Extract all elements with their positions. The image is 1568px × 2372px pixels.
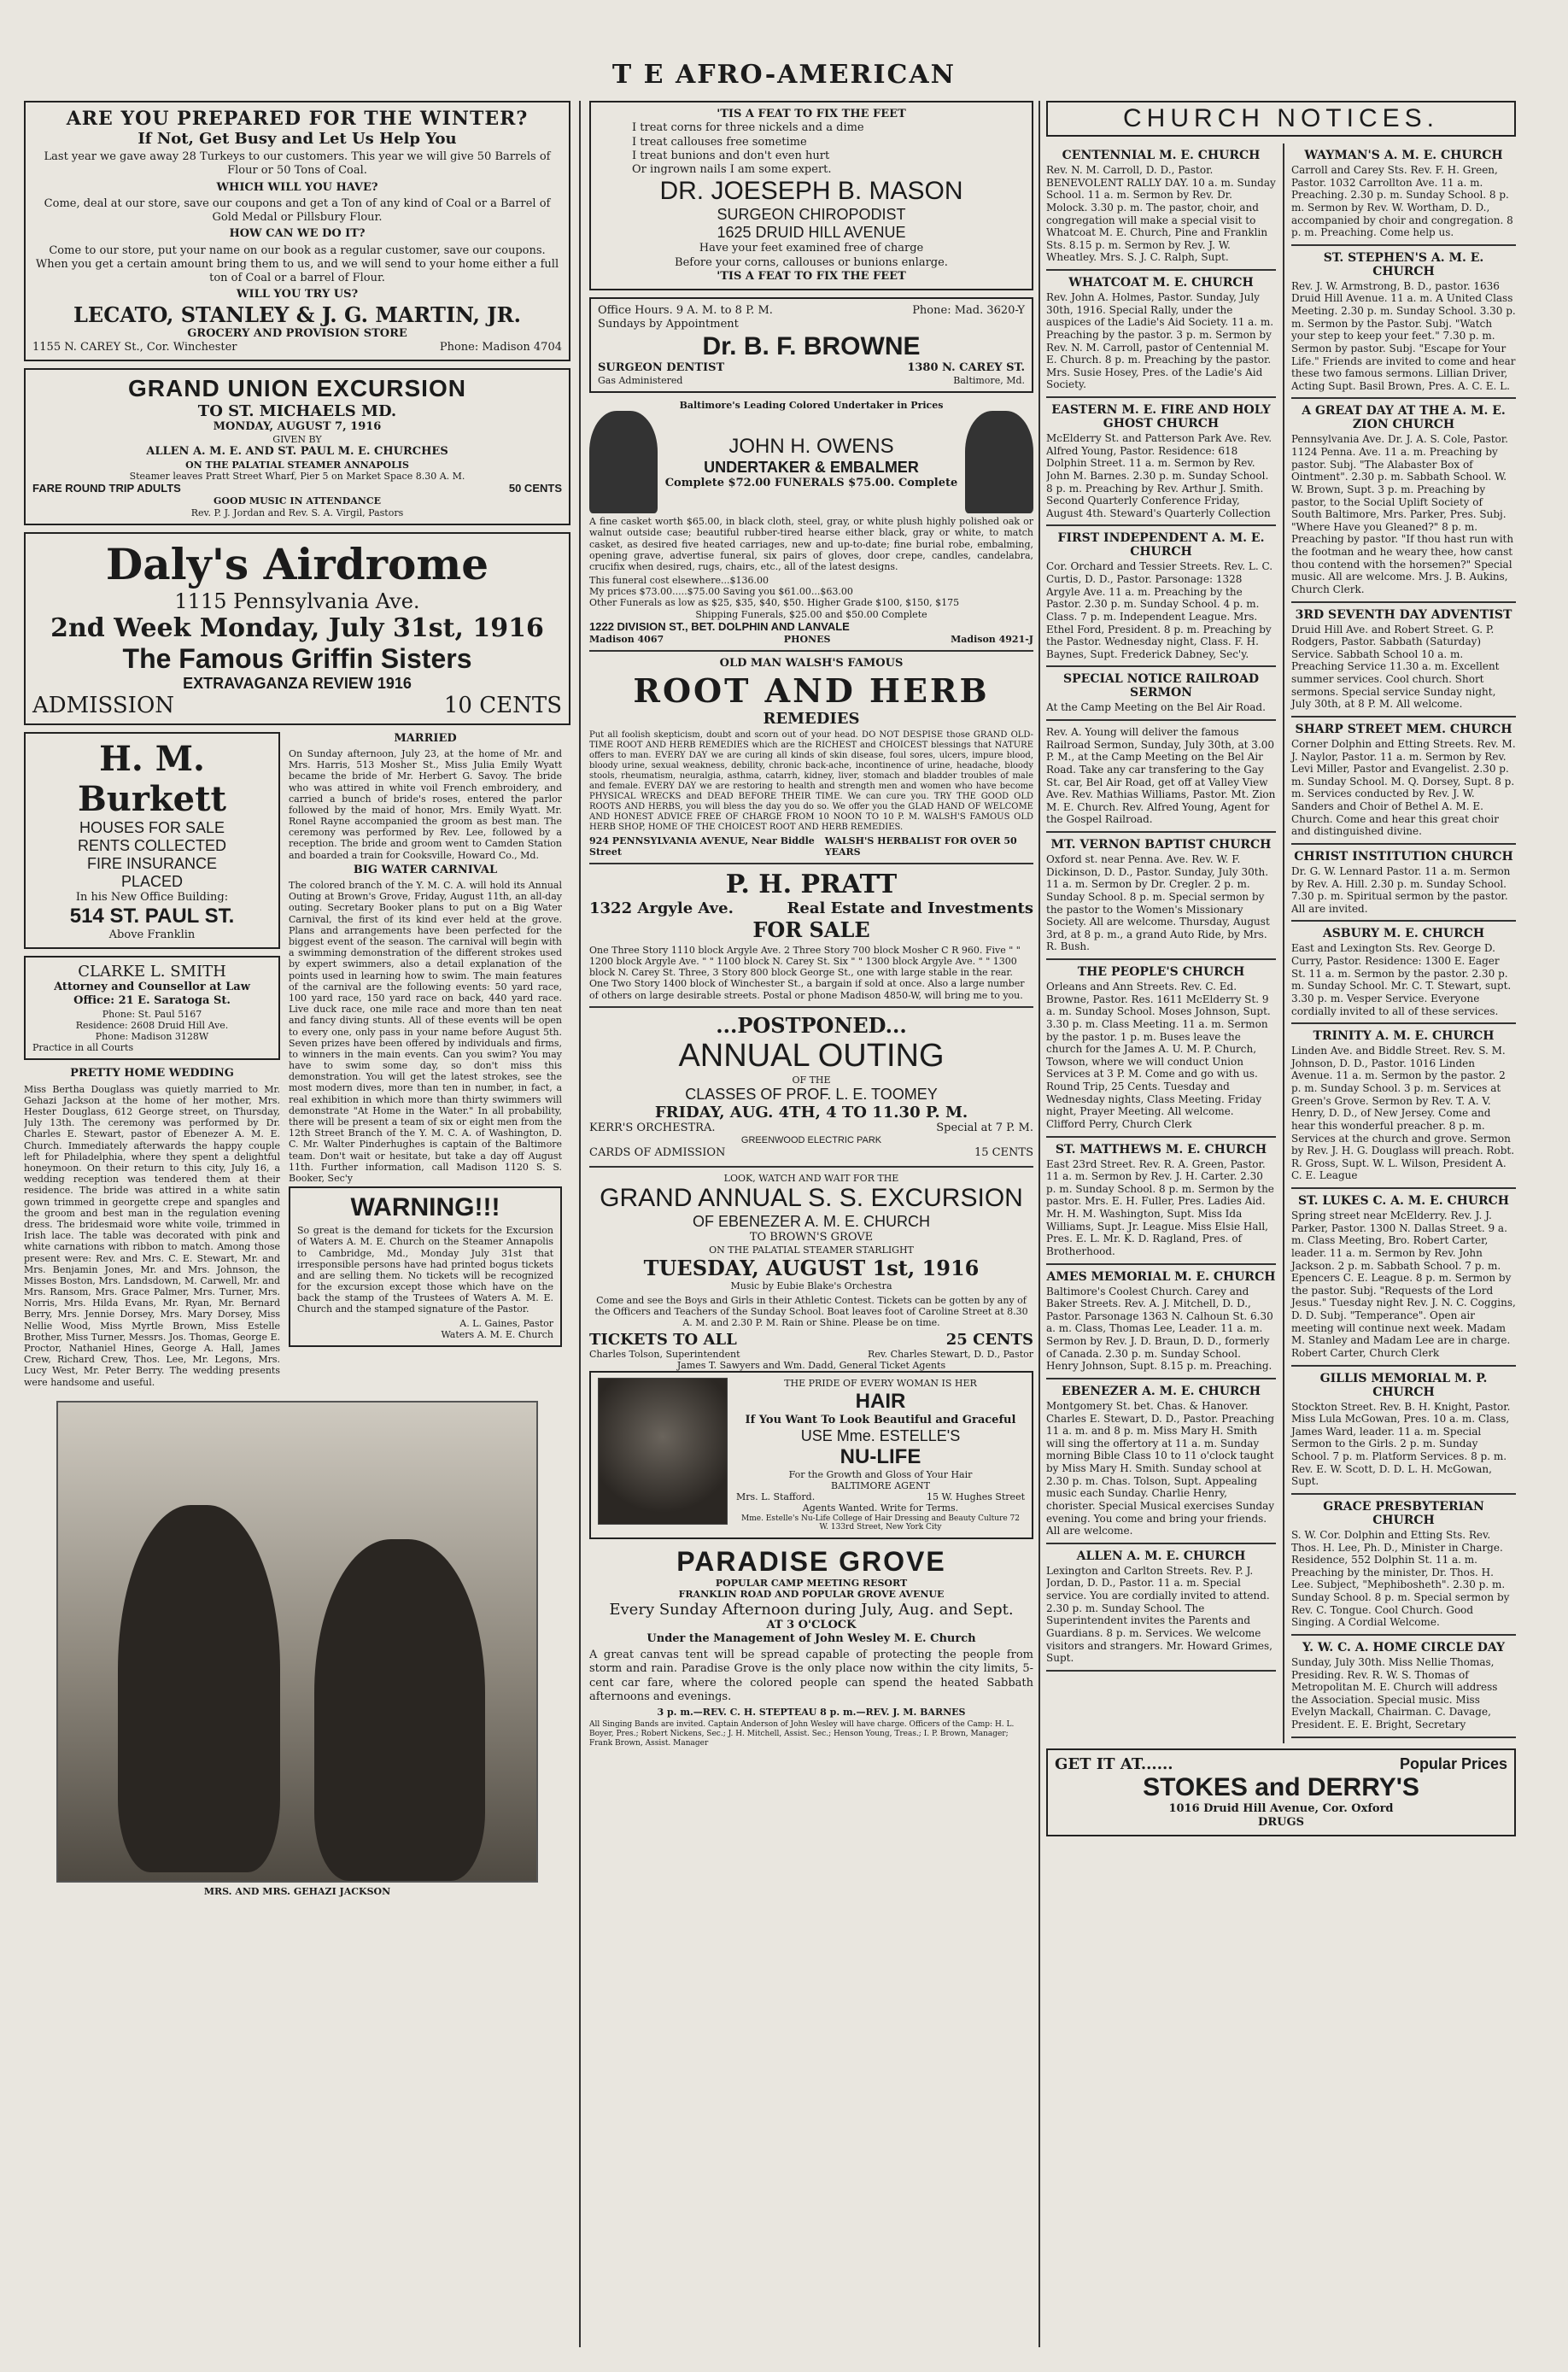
smith-role: Attorney and Counsellor at Law (54, 981, 250, 994)
church-name: SHARP STREET MEM. CHURCH (1295, 722, 1512, 736)
pratt-for-sale: FOR SALE (752, 917, 870, 942)
church-name: TRINITY A. M. E. CHURCH (1313, 1029, 1495, 1044)
stokes-name: STOKES and DERRY'S (1143, 1772, 1419, 1801)
owens-price-line: My prices $73.00.....$75.00 Saving you $61.00...$63.00 (589, 586, 853, 598)
toomey-orchestra: KERR'S ORCHESTRA. (589, 1122, 716, 1134)
church-name: CHRIST INSTITUTION CHURCH (1294, 849, 1513, 864)
estelle-agent: BALTIMORE AGENT (831, 1480, 930, 1492)
pratt-name: P. H. PRATT (725, 869, 898, 899)
church-column-left (1046, 143, 1276, 1743)
church-notice (1291, 723, 1516, 845)
paradise-grove-ad (589, 1546, 1033, 1748)
church-name: EASTERN M. E. FIRE AND HOLY GHOST CHURCH (1051, 403, 1271, 430)
estelle-ad (589, 1371, 1033, 1539)
mason-footer: Have your feet examined free of charge (699, 242, 924, 255)
church-details: Linden Ave. and Biddle Street. Rev. S. M. Johnson, D. D., Pastor. 1016 Linden Avenue. 11 a. m. Sermon by the pastor. 2 p. m. Sunday School. 3 p. m. Services at Green's Grove. Sermon by Rev. T. A. V. Henry, D. D., of New Jersey. Come and hear this wonderful preacher. 8 p. m. Services at the church and grove. Sermon by Rev. J. H. G. Douglass will preach. Robt. R. Gross, Supt. W. L. Wilson, President A. C. E. League (1290, 1045, 1515, 1182)
church-details: Oxford st. near Penna. Ave. Rev. W. F. Dickinson, D. D., Pastor. Sunday, July 30th. 11 a. m. Sermon by Dr. Cregler. 2 p. m. Sunday School. 8 p. m. Special sermon by the pastor to the Women's Missionary Society. All are welcome. Thursday, August 3rd, at 8 p. m., a grand Auto Ride, by Mrs. R. Bush. (1046, 853, 1270, 953)
warning-church: Waters A. M. E. Church (441, 1328, 553, 1340)
church-notice (1046, 1385, 1276, 1544)
walsh-title: OLD MAN WALSH'S FAMOUS (719, 657, 904, 671)
estelle-college: Mme. Estelle's Nu-Life College of Hair Dressing and Beauty Culture 72 W. 133rd Street, New York City (741, 1514, 1020, 1532)
owens-funeral-price: Complete $72.00 FUNERALS $75.00. Complete (664, 476, 958, 489)
mason-verse: I treat corns for three nickels and a dime (632, 121, 864, 135)
excursion-churches: ALLEN A. M. E. AND ST. PAUL M. E. CHURCHES (146, 445, 448, 459)
excursion-fare-label: FARE ROUND TRIP ADULTS (32, 482, 181, 495)
church-notice (1291, 1500, 1516, 1636)
owens-body: A fine casket worth $65.00, in black cloth, steel, gray, or white plush highly polished oak or walnut outside case; beautiful rubber-tired hearse either black, gray or white, to match casket, as desired five heated carriages, new and up-to-date; fine burial robe, embalming, opening grave, advertise funeral, six pairs of gloves, door crepe, candles, candelabra, crucifix when desired, rugs, chairs, etc., all of the latest designs. (589, 516, 1033, 572)
owens-address: 1222 DIVISION ST., BET. DOLPHIN AND LANVALE (589, 619, 850, 633)
burkett-name: H. M. Burkett (77, 738, 227, 819)
coal-question: WHICH WILL YOU HAVE? (216, 180, 378, 194)
church-name: EBENEZER A. M. E. CHURCH (1062, 1384, 1261, 1398)
church-details: At the Camp Meeting on the Bel Air Road. (1046, 701, 1266, 714)
church-details: Sunday, July 30th. Miss Nellie Thomas, Presiding. Rev. R. W. S. Thomas of Metropolitan M. E. Church will address the Association. Special music. Miss Evelyn Mackall, Chairman. C. Davage, President. E. E. Bright, Secretary (1290, 1655, 1498, 1731)
estelle-agent-address: 15 W. Hughes Street (927, 1491, 1025, 1503)
ebenezer-excursion-ad (589, 1173, 1033, 1372)
toomey-cards: CARDS OF ADMISSION (589, 1146, 726, 1160)
estelle-pride: THE PRIDE OF EVERY WOMAN IS HER (784, 1378, 977, 1390)
smith-office: Office: 21 E. Saratoga St. (73, 994, 231, 1008)
coal-text: Come to our store, put your name on our book as a regular customer, save our coupons. When you get a certain amount bring them to us, and we will send to your home either a full ton of Coal or a barrel of Flour. (35, 243, 559, 284)
toomey-classes: CLASSES OF PROF. L. E. TOOMEY (685, 1086, 938, 1103)
ebenezer-date: TUESDAY, AUGUST 1st, 1916 (643, 1256, 980, 1281)
church-notice (1291, 251, 1516, 400)
church-details: Corner Dolphin and Etting Streets. Rev. M. J. Naylor, Pastor. 11 a. m. Sermon by Rev. Levi Miller, Pastor and Evangelist. 2.30 p. m. Sunday School. M. Q. Dorsey, Supt. 8 p. m. Services conducted by Rev. J. W. Sanders and Choir of Bethel A. M. E. Church. Come and hear this great choir and distinguished divine. (1290, 737, 1516, 838)
photo-caption: MRS. AND MRS. GEHAZI JACKSON (203, 1885, 391, 1897)
excursion-date: MONDAY, AUGUST 7, 1916 (213, 420, 382, 433)
photo-figure (118, 1505, 280, 1872)
church-name: GILLIS MEMORIAL M. P. CHURCH (1319, 1371, 1488, 1399)
column-middle (589, 101, 1033, 2356)
owens-phone: Madison 4921-J (951, 634, 1033, 646)
church-name: ST. STEPHEN'S A. M. E. CHURCH (1323, 250, 1484, 278)
ebenezer-superintendent: Charles Tolson, Superintendent (589, 1349, 740, 1361)
undertaker-figure (965, 411, 1033, 513)
burkett-ad (24, 732, 280, 950)
column-rule (1039, 101, 1040, 2347)
church-details: Stockton Street. Rev. B. H. Knight, Pastor. Miss Lula McGowan, Pres. 10 a. m. Class, James Ward, leader. 11 a. m. Special Sermon to the Girls. 2 p. m. Sunday School. 7 p. m. Platform Services. 8 p. m. Rev. E. W. Scott, D. D. L. H. McGowan, Supt. (1290, 1400, 1511, 1488)
ebenezer-church: OF EBENEZER A. M. E. CHURCH (692, 1212, 931, 1230)
coal-question: HOW CAN WE DO IT? (229, 227, 366, 241)
daly-revue: EXTRAVAGANZA REVIEW 1916 (183, 674, 412, 692)
coal-text: Come, deal at our store, save our coupons and get a Ton of any kind of Coal or a Barrel of Gold Medal or Pillsbury Flour. (44, 196, 551, 224)
ebenezer-body: Come and see the Boys and Girls in their Athletic Contest. Tickets can be gotten by any of the Officers and Teachers of the Sunday School. Boat leaves foot of Caroline Street at 8.30 A. M. and 2.30 P. M. Rain or Shine. Please be on time. (594, 1294, 1028, 1328)
coal-subhead: If Not, Get Busy and Let Us Help You (137, 130, 457, 148)
church-name: FIRST INDEPENDENT A. M. E. CHURCH (1057, 531, 1265, 559)
church-name: AMES MEMORIAL M. E. CHURCH (1046, 1269, 1276, 1284)
church-details: Carroll and Carey Sts. Rev. F. H. Green, Pastor. 1032 Carrollton Ave. 11 a. m. Preaching. 2.30 p. m. Sunday School. 8 p. m. Sermon by Rev. W. Wortham, D. D., accompanied by choir and congregation. 8 p. m. Preaching. Come help us. (1290, 164, 1513, 239)
estelle-nulife: NU-LIFE (840, 1444, 921, 1468)
column-rule (579, 101, 581, 2347)
church-notice (1291, 404, 1516, 602)
feat-banner: 'TIS A FEAT TO FIX THE FEET (717, 269, 906, 283)
walsh-headline: ROOT AND HERB (633, 671, 990, 710)
church-details: Rev. John A. Holmes, Pastor. Sunday, July 30th, 1916. Special Rally, under the auspices of the Ladie's Aid Society. 11 a. m. Preaching by the pastor. 3 p. m. Sermon by Rev. N. M. Carroll, pastor of Centennial M. E. Church. 8 p. m. Preaching by the pastor. Mrs. Susie Hosey, Pres. of the Ladie's Aid Society. (1046, 291, 1274, 391)
church-notice (1291, 1641, 1516, 1738)
church-details: McElderry St. and Patterson Park Ave. Rev. Alfred Young, Pastor. Residence: 618 Dolphin Street. 11 a. m. Sermon by Rev. John M. Barnes. 2.30 p. m. Sunday School. 8 p. m. Preaching by Rev. Arthur J. Smith. Second Quarterly Conference Friday, August 4th. Steward's Quarterly Collection (1046, 432, 1273, 519)
burkett-line: In his New Office Building: (75, 890, 229, 904)
church-details: Dr. G. W. Lennard Pastor. 11 a. m. Sermon by Rev. A. Hill. 2.30 p. m. Sunday School. 7.30 p. m. Spiritual sermon by the pastor. All are invited. (1290, 864, 1511, 915)
smith-name: CLARKE L. SMITH (78, 963, 226, 981)
wedding-article (24, 1067, 280, 1387)
warning-signature: A. L. Gaines, Pastor (459, 1317, 553, 1329)
paradise-body: A great canvas tent will be spread capable of protecting the people from storm and rain. Paradise Grove is the only place now within the city limits, 5-cent car fare, where the colored people can spend the heated Sabbath afternoons and evenings. (589, 1649, 1033, 1703)
wedding-photo (56, 1401, 538, 1883)
church-notice (1291, 608, 1516, 717)
browne-title: SURGEON DENTIST (598, 360, 725, 374)
portrait-image (598, 1378, 728, 1525)
church-details: Cor. Orchard and Tessier Streets. Rev. L. C. Curtis, D. D., Pastor. Parsonage: 1328 Argyle Ave. 11 a. m. Preaching by the Pastor. 2.30 p. m. Sunday School. 4 p. m. Class. 7 p. m. Independent League. Mrs. Ethel Ford, President. 8 p. m. Preaching by the Pastor. Wednesday night, Class. F. H. Baynes, Supt. Frederick Dabney, Sec'y. (1046, 560, 1273, 660)
paradise-time: AT 3 O'CLOCK (766, 1618, 857, 1631)
estelle-use: USE Mme. ESTELLE'S (800, 1426, 961, 1444)
burkett-address: 514 ST. PAUL ST. (69, 904, 235, 928)
excursion-fare-price: 50 CENTS (508, 482, 562, 495)
church-notice (1046, 1270, 1276, 1379)
church-notice (1291, 850, 1516, 922)
paradise-note: All Singing Bands are invited. Captain Anderson of John Wesley will have charge. Officers of the Camp: H. L. Boyer, Pres.; Robert Nickens, Sec.; J. H. Mitchell, Assist. Sec.; Henson Young, Treas.; I. P. Brown, Manager; Frank Brown, Assist. Manager (589, 1720, 1015, 1748)
owens-role: UNDERTAKER & EMBALMER (704, 458, 919, 476)
walsh-remedies: REMEDIES (763, 709, 860, 728)
daly-address: 1115 Pennsylvania Ave. (174, 589, 420, 613)
toomey-ad (589, 1013, 1033, 1161)
church-name: ALLEN A. M. E. CHURCH (1076, 1549, 1246, 1563)
toomey-of: OF THE (792, 1074, 831, 1086)
warning-body: So great is the demand for tickets for the Excursion of Waters A. M. E. Church on the Steamer Annapolis to Cambridge, Md., Monday July 31st that irresponsible persons have had printed bogus tickets and are selling them. No tickets will be recognized for the excursion except those which have on the back the stamp of the Trustees of Waters A. M. E. Church and the stamped signature of the Pastor. (297, 1225, 553, 1315)
excursion-ad (24, 368, 570, 525)
feat-banner: 'TIS A FEAT TO FIX THE FEET (717, 108, 906, 120)
walsh-ad (589, 657, 1033, 858)
church-details: Rev. A. Young will deliver the famous Railroad Sermon, Sunday, July 30th, at 3.00 P. M., at the Camp Meeting on the Bel Air Road. Take any car transfering to the Gay St. car, Bel Air Road, get off at Valley View Ave. Rev. Mathias Williams, Pastor. Mt. Zion M. E. Church. Rev. Alfred Young, Agent for the Gospel Railroad. (1046, 726, 1276, 826)
toomey-price: 15 CENTS (974, 1146, 1033, 1160)
church-name: SPECIAL NOTICE RAILROAD SERMON (1063, 672, 1259, 700)
church-notice (1046, 965, 1276, 1138)
church-name: THE PEOPLE'S CHURCH (1077, 965, 1245, 979)
coal-text: Last year we gave away 28 Turkeys to our customers. This year we will give 50 Barrels of Flour or 50 Tons of Coal. (44, 150, 551, 178)
estelle-hair: HAIR (855, 1389, 906, 1413)
daly-act: The Famous Griffin Sisters (122, 642, 472, 674)
church-notice (1046, 531, 1276, 667)
browne-sundays: Sundays by Appointment (598, 318, 739, 331)
column-right (1046, 101, 1516, 2356)
browne-hours: Office Hours. 9 A. M. to 8 P. M. (598, 304, 773, 317)
stokes-get: GET IT AT...... (1055, 1754, 1173, 1773)
walsh-herbalist: WALSH'S HERBALIST FOR OVER 50 YEARS (824, 835, 1017, 858)
masthead: T E AFRO-AMERICAN (611, 60, 957, 90)
ebenezer-agents: James T. Sawyers and Wm. Dadd, General Ticket Agents (676, 1360, 946, 1372)
church-details: Montgomery St. bet. Chas. & Hanover. Charles E. Stewart, D. D., Pastor. Preaching 11 a. m. and 8 p. m. Miss Mary H. Smith will sing the offertory at 11 a. m. Sunday morning Bible Class 10 to 11 o'clock taught by Miss Mary H. Smith. Sunday school at 2.30 p. m. Chas. Tolson, Supt. Appealing music each Sunday. Charlie Henry, chorister. Special Musical exercises Sunday evening. You come and bring your friends. All are welcome. (1046, 1399, 1275, 1537)
church-notice (1046, 403, 1276, 526)
pratt-body: One Three Story 1110 block Argyle Ave. 2 Three Story 700 block Mosher C R 960. Five " " 1200 block Argyle Ave. " " 1100 block N. Carey St. Six " " 1300 block Argyle Ave. " " 1300 block N. Carey St. Three, 3 Story 800 block George St., one with large stable in the rear. One Two Story 1400 block of Winchester St., a bargain if sold at once. Also a large number of others on large desirable streets. Postal or phone Madison 4850-W, will bring me to you. (589, 944, 1025, 1001)
mason-footer: Before your corns, callouses or bunions enlarge. (675, 255, 948, 269)
wedding-headline: PRETTY HOME WEDDING (70, 1067, 234, 1081)
walsh-address: 924 PENNSYLVANIA AVENUE, Near Biddle Street (589, 835, 815, 858)
pratt-business: Real Estate and Investments (787, 899, 1033, 917)
church-column-right (1291, 143, 1516, 1743)
owens-price-line: Other Funerals as low as $25, $35, $40, $50. Higher Grade $100, $150, $175 (589, 597, 960, 609)
estelle-agents-wanted: Agents Wanted. Write for Terms. (802, 1502, 959, 1514)
ebenezer-steamer: ON THE PALATIAL STEAMER STARLIGHT (709, 1245, 914, 1256)
mason-ad (589, 101, 1033, 290)
owens-price-line: This funeral cost elsewhere...$136.00 (589, 575, 769, 587)
smith-phone: Phone: Madison 3128W (95, 1031, 209, 1043)
toomey-postponed: ...POSTPONED... (716, 1012, 907, 1038)
walsh-body: Put all foolish skepticism, doubt and scorn out of your head. DO NOT DESPISE those GRAND OLD-TIME ROOT AND HERB REMEDIES which are the RICHEST and CHOICEST blessings that NATURE offers to man. EVERY DAY we are curing all kinds of skin disease, foul sores, ulcers, impure blood, bloody urine, sexual weakness, debility, chronic back-ache, incontinence of urine, headache, bloody stools, rheumatism, neuralgia, asthma, catarrh, kidney, liver, stomach and bladder troubles of male and female. EVERY DAY we are restoring to health and strength men and women who have become PHYSICAL WRECKS and DEAD BEFORE THEIR TIME. We can cure you. TRY THE GOOD OLD ROOTS AND HERBS, you will bless the day you do so. We offer you the GLAD HAND OF WELCOME AND HONEST ADVICE FREE OF CHARGE FROM 10 NOON TO 10 P. M. WALSH'S FAMOUS OLD HERB SHOP, HOME OF THE CHOICEST ROOT AND HERB REMEDIES. (589, 729, 1033, 832)
church-name: WAYMAN'S A. M. E. CHURCH (1304, 149, 1503, 162)
church-notice (1046, 1549, 1276, 1672)
church-notice (1291, 1194, 1516, 1367)
coal-address: 1155 N. CAREY St., Cor. Winchester (32, 340, 237, 354)
burkett-above: Above Franklin (108, 928, 196, 941)
browne-ad (589, 297, 1033, 393)
browne-name: Dr. B. F. BROWNE (702, 331, 921, 360)
owens-tagline: Baltimore's Leading Colored Undertaker in Prices (679, 399, 944, 411)
column-left (24, 101, 570, 2356)
carnival-body: The colored branch of the Y. M. C. A. will hold its Annual Outing at Brown's Grove, Friday, August 11th, an all-day outing. Secretary Booker plans to put on a Big Water Carnival, the first of its kind ever held at the grove. Plans and arrangements have been perfected for the biggest event of the season. The carnival will begin with a swimming demonstration of the different strokes used by expert swimmers, also a detail explanation of the points used in learning how to swim. The main features of the carnival are the following events: 50 yard race, 100 yard race, 150 yard race on back, 440 yard race. Live duck race, one mile race and more than ten neat and fancy diving stunts. All of these events will be open to every one, only pass in your name before August 5th. Seven prizes have been offered by individuals and firms, to winners in the main events. Can you swim? You may have to swim some day, so don't miss this demonstration. You will get the latest strokes, see the most modern dives, more than ten in number, in fact, a real exhibition in which more than thirty swimmers will demonstrate "At Home in the Water." In all probability, there will be present a team of six or eight men from the 12th Street Branch of the Y. M. C. A. of Washington, D. C. Mr. Walter Pinderhughes is captain of the Baltimore team. Don't wait or hesitate, but take a day off August 11th. Further information, call Madison 1120 S. S. Booker, Sec'y (289, 880, 562, 1184)
church-name: GRACE PRESBYTERIAN CHURCH (1323, 1499, 1484, 1527)
church-name: CENTENNIAL M. E. CHURCH (1062, 149, 1261, 162)
owens-ad (589, 400, 1033, 645)
church-notice (1291, 149, 1516, 246)
church-details: Baltimore's Coolest Church. Carey and Baker Streets. Rev. A. J. Mitchell, D. D., Pastor. Parsonage 1363 N. Calhoun St. 6.30 a. m. Class, Thomas Lee, Leader. 11 a. m. Sermon by Rev. J. D. Braun, D. D., formerly of Canada. 2.30 p. m. Sunday School. Henry Johnson, Supt. 8.15 p. m. Preaching. (1046, 1285, 1273, 1373)
ebenezer-headline: GRAND ANNUAL S. S. EXCURSION (600, 1183, 1023, 1212)
wedding-body: Miss Bertha Douglass was quietly married to Mr. Gehazi Jackson at the home of her mother, Mrs. Hester Douglass, 612 George street, on Thursday, July 13th. The ceremony was performed by Dr. Charles E. Stewart, pastor of Ebenezer A. M. E. Church. Immediately afterwards the happy couple left for Philadelphia, where they spent a delightful honeymoon. On their return to this city, July 16, a wedding reception was tendered them at their residence. The bride was attired in a white satin gown trimmed in georgette crepe and spangles and the groom and best man in the regulation evening dress. The bridesmaid wore white voile, trimmed in Irish lace. The table was decorated with pink and white carnations with ribbon to match. Among those present were: Rev. and Mrs. C. E. Stewart, Mr. and Mrs. Benjamin Jones, Mr. and Mrs. Johnson, the Misses Boston, Mrs. Landsdown, M. Carwell, Mr. and Mrs. Ransom, Mrs. Grace Palmer, Mrs. Turner, Mrs. Norris, Mrs. Hilda Evans, Mr. Ryan, Mr. Bernard Berry, Mrs. Jennie Dorsey, Mrs. Mary Dorsey, Miss Nellie Wood, Miss Myrtle Brown, Miss Estelle Brother, Miss Turner, Messrs. Jos. Thomas, George E. Proctor, Nathaniel Hines, George A. Hall, James Crew, Richard Crew, Thos. Lee, Mr. Legons, Mrs. Lucy West, Mr. Peter Berry. The wedding presents were handsome and useful. (24, 1083, 280, 1388)
mason-verse: I treat callouses free sometime (632, 135, 807, 149)
browne-address: 1380 N. CAREY ST. (907, 360, 1025, 374)
church-name: 3RD SEVENTH DAY ADVENTIST (1295, 607, 1512, 622)
church-notice (1291, 927, 1516, 1024)
excursion-steamer: ON THE PALATIAL STEAMER ANNAPOLIS (185, 459, 409, 471)
coal-question: WILL YOU TRY US? (236, 288, 359, 302)
church-name: WHATCOAT M. E. CHURCH (1068, 276, 1254, 290)
church-details: East 23rd Street. Rev. R. A. Green, Pastor. 11 a. m. Sermon by Rev. J. H. Carter. 2.30 p. m. Sunday School. 8 p. m. Sermon by the pastor. Mrs. E. H. Fuller, Pres. Ladies Aid. Mr. H. M. Washington, Supt. Miss Ida Williams, Supt. Jr. League. Miss Elsie Hall, Pres. E. L. Mr. K. D. Ragland, Pres. of Brotherhood. (1046, 1157, 1274, 1257)
excursion-headline: GRAND UNION EXCURSION (128, 375, 466, 401)
smith-residence: Residence: 2608 Druid Hill Ave. (75, 1019, 229, 1031)
ebenezer-destination: TO BROWN'S GROVE (749, 1230, 874, 1244)
ebenezer-music: Music by Eubie Blake's Orchestra (730, 1280, 892, 1292)
coal-ad (24, 101, 570, 361)
toomey-special: Special at 7 P. M. (936, 1122, 1033, 1134)
church-name: ST. MATTHEWS M. E. CHURCH (1055, 1142, 1267, 1157)
married-article (289, 732, 562, 861)
toomey-headline: ANNUAL OUTING (678, 1037, 945, 1074)
mason-verse: Or ingrown nails I am some expert. (632, 163, 832, 176)
church-details: Druid Hill Ave. and Robert Street. G. P. Rodgers, Pastor. Sabbath (Saturday) Service. Sabbath School 10 a. m. Preaching Service 11.30 a. m. Excellent summer services. Cool church. Short sermons. Special service Sunday night, July 30th, at 8 P. M. All welcome. (1290, 623, 1500, 711)
paradise-preachers: 3 p. m.—REV. C. H. STEPTEAU 8 p. m.—REV. J. M. BARNES (657, 1707, 966, 1719)
church-notices-header: CHURCH NOTICES. (1046, 101, 1516, 137)
stokes-drugs: DRUGS (1258, 1815, 1304, 1829)
daly-price: 10 CENTS (443, 692, 562, 718)
paradise-every: Every Sunday Afternoon during July, Aug. and Sept. (609, 1600, 1014, 1619)
married-body: On Sunday afternoon, July 23, at the home of Mr. and Mrs. Harris, 513 Mosher St., Miss Julia Emily Wyatt became the bride of Mr. Herbert G. Savoy. The bride who was attired in white voil French embroidery, and carried a bunch of bride's roses, entered the parlor followed by the maid of honor, Mrs. Emily Wyatt. Mr. Ronel Rayne accompanied the groom as best man. The ceremony was performed by Rev. Lee, followed by a reception. The bride and groom went to Camden Station and boarded a train for Cooksville, Howard Co., Md. (289, 747, 562, 861)
excursion-music: GOOD MUSIC IN ATTENDANCE (213, 495, 382, 507)
church-notice (1291, 1029, 1516, 1189)
owens-name: JOHN H. OWENS (728, 434, 894, 458)
church-notice (1046, 726, 1276, 833)
church-notice (1046, 838, 1276, 960)
browne-city: Baltimore, Md. (953, 374, 1025, 386)
excursion-pastors: Rev. P. J. Jordan and Rev. S. A. Virgil, Pastors (190, 507, 404, 518)
burkett-line: PLACED (120, 872, 184, 890)
estelle-agent-name: Mrs. L. Stafford. (736, 1491, 816, 1503)
owens-phones-label: PHONES (783, 634, 831, 646)
ebenezer-tickets: TICKETS TO ALL (589, 1331, 737, 1350)
ebenezer-look: LOOK, WATCH AND WAIT FOR THE (723, 1172, 899, 1184)
burkett-line: RENTS COLLECTED (77, 836, 227, 854)
church-notice (1046, 1143, 1276, 1265)
pratt-ad (589, 870, 1033, 1001)
mason-verse: I treat bunions and don't even hurt (632, 149, 830, 162)
mason-title: SURGEON CHIROPODIST (717, 206, 906, 224)
church-notice (1046, 672, 1276, 721)
ebenezer-pastor: Rev. Charles Stewart, D. D., Pastor (867, 1349, 1033, 1361)
smith-phone: Phone: St. Paul 5167 (102, 1008, 202, 1020)
excursion-by: GIVEN BY (272, 434, 322, 446)
estelle-want: If You Want To Look Beautiful and Graceful (745, 1413, 1016, 1426)
owens-phone: Madison 4067 (589, 634, 664, 646)
church-name: ST. LUKES C. A. M. E. CHURCH (1297, 1194, 1510, 1208)
church-name: A GREAT DAY AT THE A. M. E. ZION CHURCH (1302, 404, 1506, 432)
paradise-headline: PARADISE GROVE (676, 1546, 946, 1578)
daly-title: Daly's Airdrome (105, 538, 489, 589)
stokes-address: 1016 Druid Hill Avenue, Cor. Oxford (1168, 1801, 1394, 1815)
toomey-date: FRIDAY, AUG. 4TH, 4 TO 11.30 P. M. (654, 1104, 968, 1122)
toomey-park: GREENWOOD ELECTRIC PARK (740, 1135, 882, 1146)
church-name: MT. VERNON BAPTIST CHURCH (1050, 838, 1272, 852)
church-details: Pennsylvania Ave. Dr. J. A. S. Cole, Pastor. 1124 Penna. Ave. 11 a. m. Preaching by pastor. Subj. "The Alabaster Box of Ointment". 2.30 p. m. Sabbath School. W. W. Brown, Supt. 3 p. m. Preaching by pastor, to the Social Uplift Society of South Baltimore, Mrs. Parker, Pres. Subj. "Where Have you Gleaned?" 8 p. m. Preaching by pastor. "If thou hast run with the footman and he weary thee, how canst thou contend with the horsemen?" Special music. All are welcome. Mrs. J. B. Aukins, Church Clerk. (1290, 433, 1514, 595)
daly-week: 2nd Week Monday, July 31st, 1916 (50, 612, 544, 643)
church-details: Rev. J. W. Armstrong, B. D., pastor. 1636 Druid Hill Avenue. 11 a. m. A United Class Meeting. 2.30 p. m. Sunday School. 3.30 p. m. Sermon by the Pastor. Subj. "Watch your step to keep your feet." 7.30 p. m. Sermon by pastor. Subj. "Escape for Your Life." Friends are invited to come and hear these two famous sermons. Lillian Driver, Acting Supt. Basil Brown, Pres. A. C. E. L. (1290, 279, 1516, 392)
church-name: ASBURY M. E. CHURCH (1322, 927, 1485, 941)
church-details: Lexington and Carlton Streets. Rev. P. J. Jordan, D. D., Pastor. 11 a. m. Special service. You are cordially invited to attend. 2.30 p. m. Sunday School. The Superintendent invites the Parents and Guardians. 8 p. m. Services. We welcome visitors and strangers. Mr. Howard Grimes, Supt. (1046, 1564, 1273, 1665)
carnival-article (289, 864, 562, 1184)
excursion-departure: Steamer leaves Pratt Street Wharf, Pier 5 on Market Space 8.30 A. M. (129, 470, 465, 482)
daly-admission: ADMISSION (32, 692, 175, 718)
mason-name: DR. JOESEPH B. MASON (659, 177, 963, 206)
daly-airdrome-ad (24, 532, 570, 725)
church-details: Rev. N. M. Carroll, D. D., Pastor. BENEVOLENT RALLY DAY. 10 a. m. Sunday School. 11 a. m. Sermon by Rev. Dr. Molock. 3.30 p. m. The pastor, choir, and congregation will make a special visit to Whatcoat M. E. Church, Pine and Franklin Sts. 8.15 p. m. Sermon by Rev. J. W. Wheatley. Mrs. S. J. C. Ralph, Supt. (1046, 164, 1276, 264)
church-details: East and Lexington Sts. Rev. George D. Curry, Pastor. Residence: 1300 E. Eager St. 11 a. m. Sermon by the pastor. 2.30 p. m. Sunday School. Mr. C. T. Stewart, supt. 3.30 p. m. Vesper Service. Everyone cordially invited to all of these services. (1290, 942, 1512, 1017)
paradise-sub: POPULAR CAMP MEETING RESORT (715, 1578, 908, 1590)
warning-notice (289, 1186, 562, 1347)
church-notice (1046, 149, 1276, 271)
estelle-growth: For the Growth and Gloss of Your Hair (788, 1468, 973, 1480)
burkett-line: HOUSES FOR SALE (79, 818, 225, 836)
church-notice (1046, 276, 1276, 398)
ebenezer-price: 25 CENTS (945, 1331, 1033, 1350)
browne-gas: Gas Administered (598, 374, 683, 386)
church-details: Spring street near McElderry. Rev. J. J. Parker, Pastor. 1300 N. Dallas Street. 9 a. m. Class Meeting, Bro. Robert Carter, leader. 11 a. m. Sermon by Rev. John Jackson. 2 p. m. Sabbath School. 7 p. m. Epencers C. E. League. 8 p. m. Sermon by the pastor. Subj. "Requests of the Lord Jesus." Tuesday night Rev. J. N. C. Coggins, D. D. Subj. "Temperance". Open air meeting will continue next week. Madam M. Stanley and Madam Lee are in charge. Robert Carter, Church Clerk (1290, 1209, 1516, 1359)
coal-store: GROCERY AND PROVISION STORE (187, 326, 407, 340)
burkett-line: FIRE INSURANCE (86, 854, 217, 872)
stokes-popular-prices: Popular Prices (1399, 1754, 1507, 1772)
pratt-address: 1322 Argyle Ave. (589, 899, 734, 917)
browne-phone: Phone: Mad. 3620-Y (912, 304, 1025, 317)
carnival-headline: BIG WATER CARNIVAL (353, 863, 498, 876)
paradise-management: Under the Management of John Wesley M. E. Church (647, 1631, 976, 1645)
coal-phone: Phone: Madison 4704 (439, 340, 562, 354)
undertaker-figure (589, 411, 658, 513)
paradise-location: FRANKLIN ROAD AND POPULAR GROVE AVENUE (678, 1589, 945, 1601)
coal-headline: ARE YOU PREPARED FOR THE WINTER? (66, 108, 529, 130)
excursion-destination: TO ST. MICHAELS MD. (197, 402, 397, 420)
church-details: S. W. Cor. Dolphin and Etting Sts. Rev. Thos. H. Lee, Ph. D., Minister in Charge. Residence, 552 Dolphin St. 11 a. m. Preaching by the minister, Dr. Thos. H. Lee. Subject, "Mephibosheth". 2.30 p. m. Sunday School. 8 p. m. Special sermon by Rev. C. Tongue. Cool Church. Good Singing. A Cordial Welcome. (1290, 1528, 1510, 1629)
church-name: Y. W. C. A. HOME CIRCLE DAY (1302, 1640, 1506, 1655)
smith-ad (24, 956, 280, 1060)
church-notice (1291, 1372, 1516, 1495)
church-details: Orleans and Ann Streets. Rev. C. Ed. Browne, Pastor. Res. 1611 McElderry St. 9 a. m. Sunday School. Moses Johnson, Supt. 3.30 p. m. Class Meeting. 11 a. m. Sermon by the pastor. 1 p. m. Buses leave the church for the James A. U. M. P. Church, Towson, where we will conduct Union Services at 3 P. M. Come and go with us. Round Trip, 25 Cents. Tuesday and Wednesday nights, Class Meeting. Friday night, Prayer Meeting. All welcome. Clifford Perry, Church Clerk (1046, 981, 1271, 1130)
owens-price-line: Shipping Funerals, $25.00 and $50.00 Complete (695, 608, 927, 620)
mason-address: 1625 DRUID HILL AVENUE (717, 224, 906, 242)
stokes-derry-ad (1046, 1748, 1516, 1837)
warning-headline: WARNING!!! (350, 1193, 500, 1222)
smith-courts: Practice in all Courts (32, 1042, 134, 1054)
married-headline: MARRIED (394, 731, 457, 745)
coal-firm: LECATO, STANLEY & J. G. MARTIN, JR. (73, 302, 521, 327)
photo-figure (314, 1539, 485, 1881)
